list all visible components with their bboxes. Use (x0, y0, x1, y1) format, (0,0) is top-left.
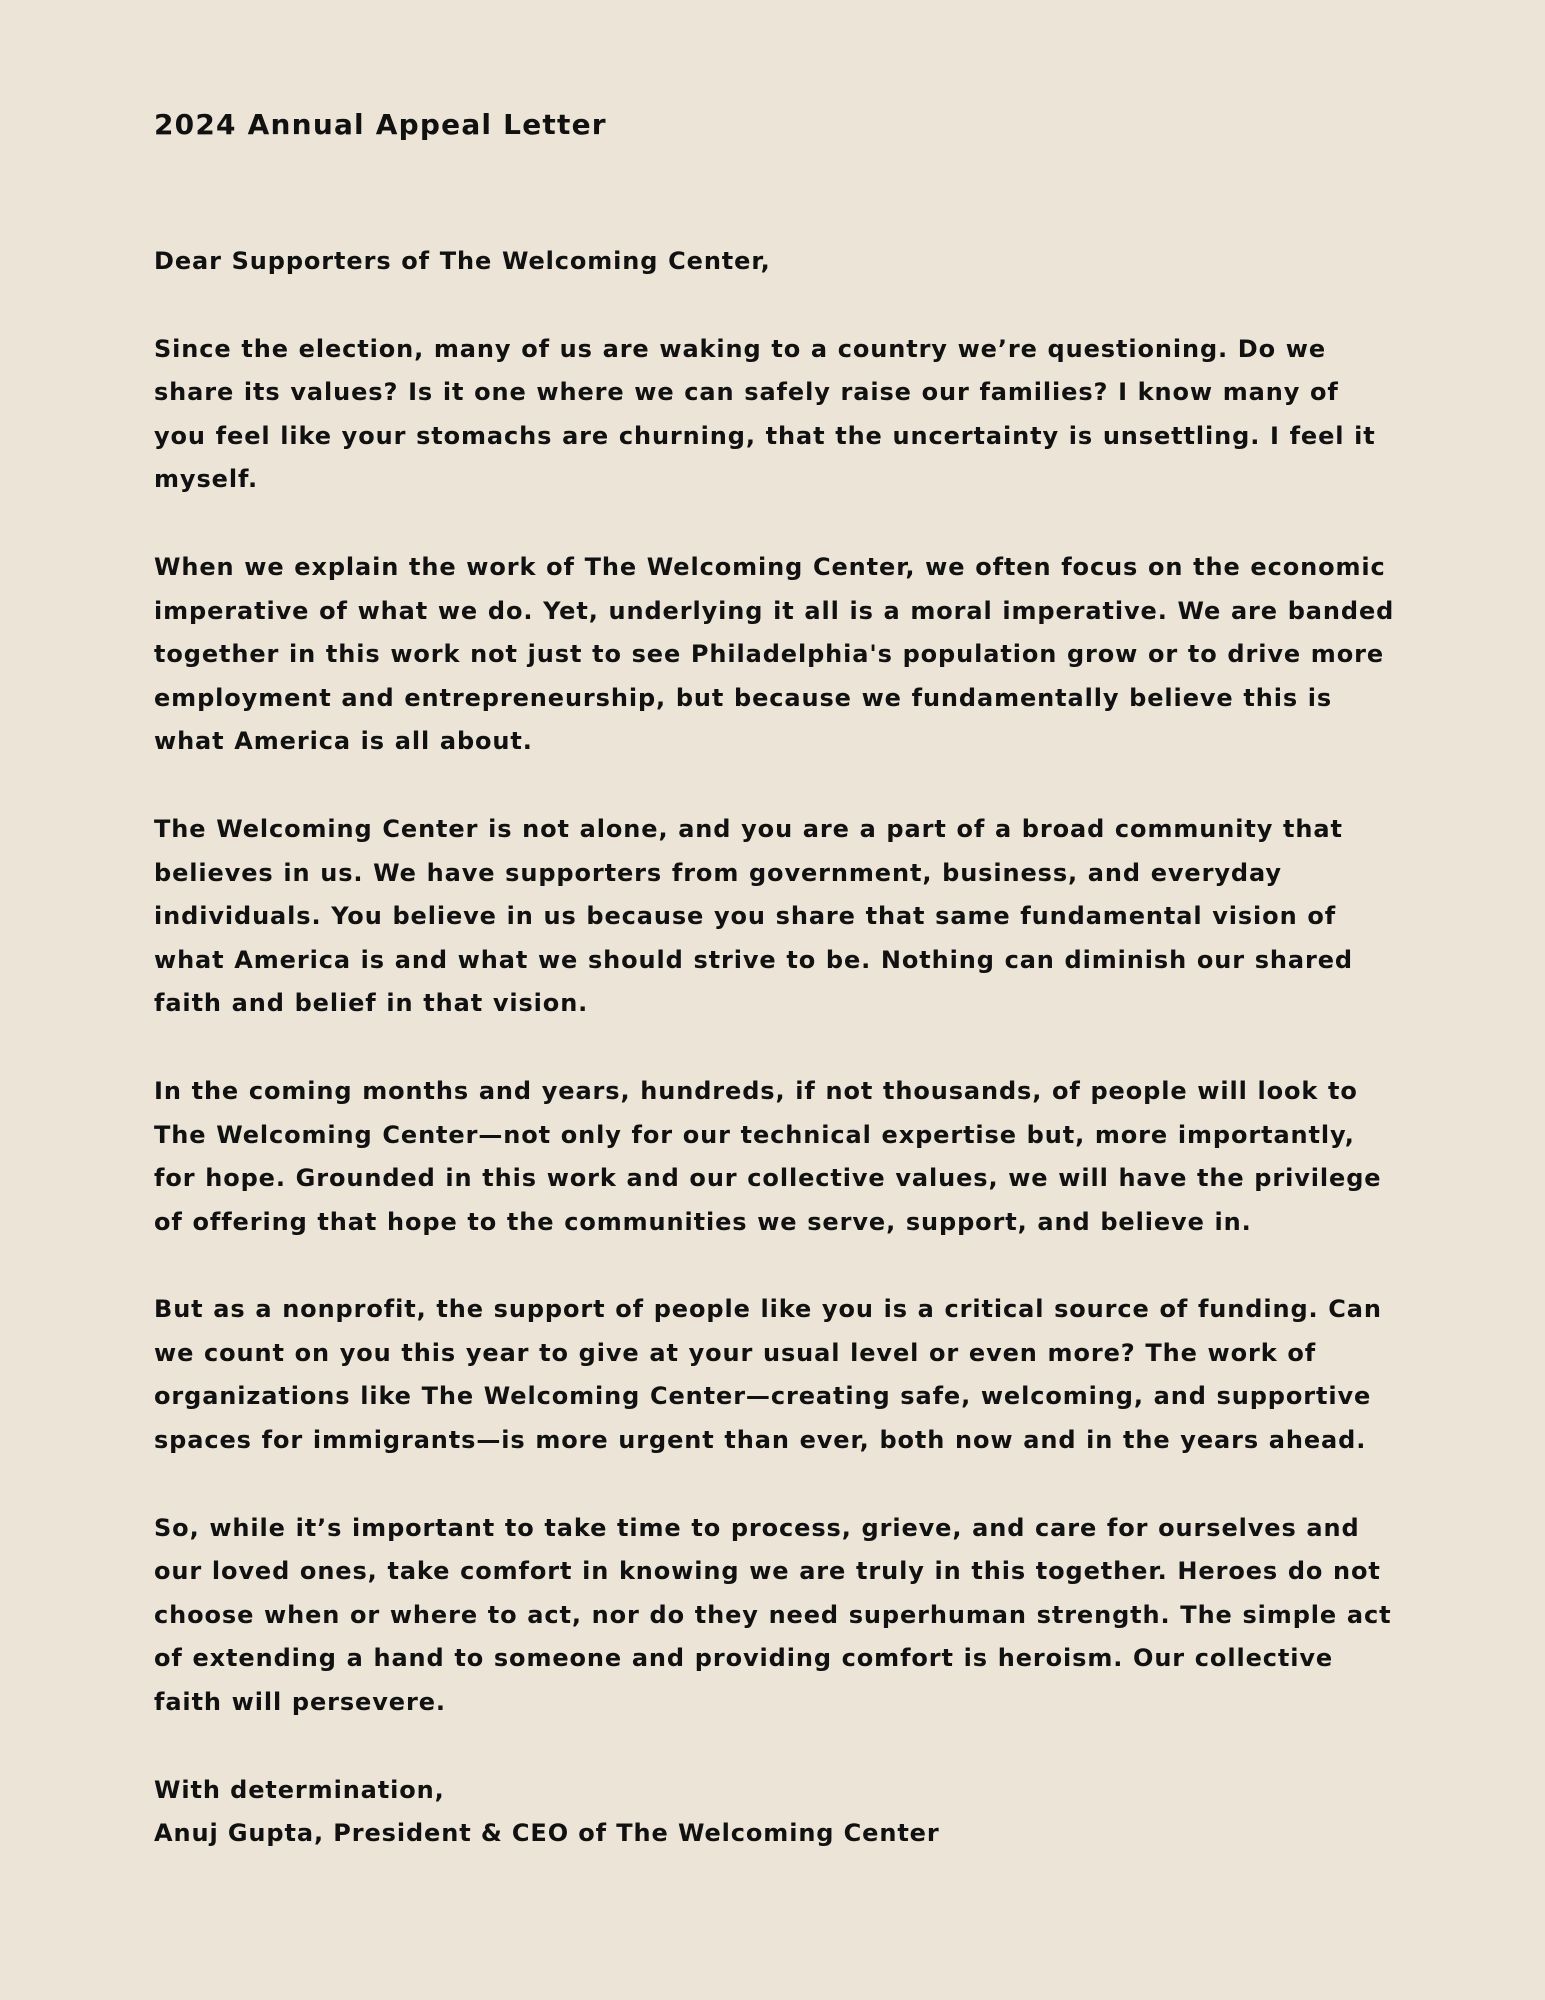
paragraph-6: So, while it’s important to take time to process, grieve, and care for ourselves and our loved ones, take comfort in knowing we are truly in this together. Heroes do not choose when or where to act, nor do they need superhuman strength. The simple act of extending a hand to someone and providing comfort is heroism. Our collective faith will persevere. (154, 1513, 1392, 1717)
signature-line: Anuj Gupta, President & CEO of The Welcoming Center (154, 1819, 940, 1848)
paragraph-2: When we explain the work of The Welcoming Center, we often focus on the economic imperative of what we do. Yet, underlying it all is a moral imperative. We are banded together in this work not just to see Philadelphia's population grow or to drive more employment and entrepreneurship, but because we fundamentally believe this is what America is all about. (154, 552, 1395, 756)
salutation: Dear Supporters of The Welcoming Center, (154, 247, 771, 275)
paragraph-5: But as a nonprofit, the support of people like you is a critical source of funding. Can we count on you this year to give at your usual level or even more? The work of organizations like The Welcoming Center—creating safe, welcoming, and supportive spaces for immigrants—is more urgent than ever, both now and in the years ahead. (154, 1295, 1382, 1455)
letter-page (154, 0, 1404, 2000)
paragraph-4: In the coming months and years, hundreds, if not thousands, of people will look to The Welcoming Center—not only for our technical expertise but, more importantly, for hope. Grounded in this work and our collective values, we will have the privilege of offering that hope to the communities we serve, support, and believe in. (154, 1076, 1382, 1236)
letter-body (154, 240, 1399, 1856)
closing-block (154, 1769, 1399, 1856)
paragraph-1: Since the election, many of us are waking to a country we’re questioning. Do we share its values? Is it one where we can safely raise our families? I know many of you feel like your stomachs are churning, that the uncertainty is unsettling. I feel it myself. (154, 334, 1376, 494)
paragraph-3: The Welcoming Center is not alone, and you are a part of a broad community that believes in us. We have supporters from government, business, and everyday individuals. You believe in us because you share that same fundamental vision of what America is and what we should strive to be. Nothing can diminish our shared faith and belief in that vision. (154, 814, 1353, 1018)
document-title: 2024 Annual Appeal Letter (154, 108, 607, 141)
closing-line: With determination, (154, 1775, 445, 1804)
